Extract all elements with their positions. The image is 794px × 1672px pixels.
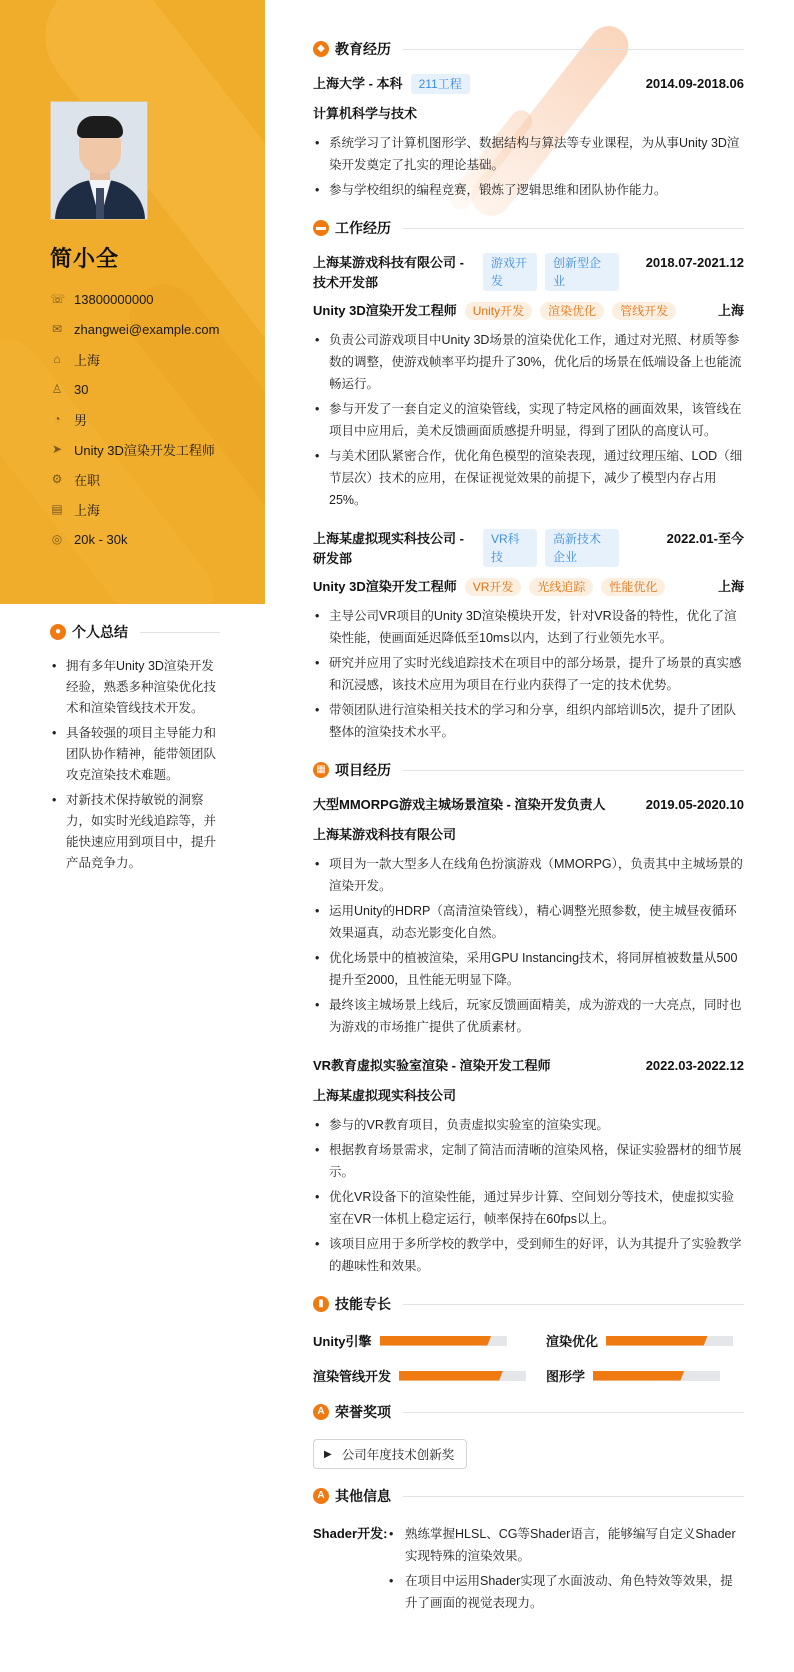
divider — [403, 49, 744, 50]
section-title: 其他信息 — [335, 1488, 391, 1504]
skill-name: 图形学 — [546, 1369, 586, 1384]
list-item: • 优化VR设备下的渲染性能，通过异步计算、空间划分等技术，使虚拟实验室在VR一体机上稳定运行，帧率保持在60fps以上。 — [313, 1186, 744, 1230]
skill-name: 渲染管线开发 — [313, 1369, 392, 1384]
award-name: 公司年度技术创新奖 — [341, 1448, 455, 1462]
list-item: • 具备较强的项目主导能力和团队协作精神，能带领团队攻克渲染技术难题。 — [50, 723, 220, 786]
gender-icon: ◔ — [53, 412, 61, 426]
section-title: 教育经历 — [335, 41, 391, 57]
chart-icon: ▮ — [313, 1296, 329, 1312]
contact-value: zhangwei@example.com — [74, 321, 220, 337]
project-date: 2022.03-2022.12 — [645, 1058, 744, 1073]
contact-list — [50, 284, 260, 554]
skill-name: 渲染优化 — [546, 1334, 599, 1349]
grid-icon: ▦ — [313, 762, 329, 778]
skill-tag: VR开发 — [465, 578, 522, 596]
other-label: Shader开发: — [313, 1526, 388, 1541]
skill-bar-fill — [399, 1371, 503, 1381]
contact-value: Unity 3D渲染开发工程师 — [74, 442, 215, 458]
project-details — [313, 853, 744, 1038]
project-company: 上海某虚拟现实科技公司 — [313, 1088, 457, 1103]
other-section — [313, 1483, 744, 1617]
contact-item — [50, 494, 260, 524]
age-icon: ♙ — [51, 382, 63, 396]
contact-item — [50, 284, 260, 314]
section-title: 技能专长 — [335, 1296, 391, 1312]
company-tag: 高新技术企业 — [545, 529, 619, 567]
project-entry — [313, 795, 744, 1038]
contact-value: 上海 — [74, 502, 101, 518]
sidebar — [0, 0, 265, 1672]
main-content — [313, 36, 744, 1627]
divider — [403, 770, 744, 771]
contact-value: 上海 — [74, 352, 101, 368]
contact-item — [50, 464, 260, 494]
work-date: 2022.01-至今 — [666, 531, 744, 546]
skill-tag: 管线开发 — [612, 302, 676, 320]
award-badge[interactable] — [313, 1439, 467, 1469]
list-item: • 项目为一款大型多人在线角色扮演游戏（MMORPG），负责其中主城场景的渲染开发。 — [313, 853, 744, 897]
list-item: • 根据教育场景需求，定制了简洁而清晰的渲染风格，保证实验器材的细节展示。 — [313, 1139, 744, 1183]
company-tag: 创新型企业 — [545, 253, 619, 291]
skill-item — [546, 1331, 744, 1350]
list-item: • 主导公司VR项目的Unity 3D渲染模块开发，针对VR设备的特性，优化了渲染性能，使画面延迟降低至10ms以内，达到了行业领先水平。 — [313, 605, 744, 649]
skill-bar-fill — [380, 1336, 492, 1346]
summary-section — [50, 620, 220, 878]
briefcase-icon: ▬ — [313, 220, 329, 236]
school-tag: 211工程 — [411, 74, 470, 94]
divider — [403, 228, 744, 229]
contact-value: 在职 — [74, 472, 101, 488]
section-title: 工作经历 — [335, 220, 391, 236]
home-icon: ⌂ — [53, 352, 61, 366]
company-name: 上海某游戏科技有限公司 - 技术开发部 — [313, 255, 464, 290]
email-icon: ✉ — [51, 322, 63, 336]
company-tag: 游戏开发 — [483, 253, 537, 291]
other-entry — [313, 1523, 744, 1617]
skills-section — [313, 1291, 744, 1385]
company-tag: VR科技 — [483, 529, 537, 567]
school-name: 上海大学 - 本科 — [313, 76, 403, 91]
summary-list — [50, 656, 220, 874]
contact-item — [50, 434, 260, 464]
list-item: • 带领团队进行渲染相关技术的学习和分享，组织内部培训5次，提升了团队整体的渲染技术水平。 — [313, 699, 744, 743]
education-details — [313, 132, 744, 201]
position-title: Unity 3D渲染开发工程师 — [313, 579, 457, 594]
project-date: 2019.05-2020.10 — [645, 797, 744, 812]
skill-bar — [399, 1371, 526, 1381]
project-section — [313, 757, 744, 1277]
profile-photo — [50, 101, 148, 220]
divider — [403, 1496, 744, 1497]
work-entry — [313, 253, 744, 511]
list-item: • 运用Unity的HDRP（高清渲染管线），精心调整光照参数，使主城昼夜循环效果逼真，动态光影变化自然。 — [313, 900, 744, 944]
contact-item — [50, 404, 260, 434]
work-details — [313, 605, 744, 743]
skill-bar-fill — [593, 1371, 684, 1381]
list-item: • 参与的VR教育项目，负责虚拟实验室的渲染实现。 — [313, 1114, 744, 1136]
skill-name: Unity引擎 — [313, 1334, 372, 1349]
position-title: Unity 3D渲染开发工程师 — [313, 303, 457, 318]
skill-list — [313, 1331, 744, 1385]
list-item: • 系统学习了计算机图形学、数据结构与算法等专业课程，为从事Unity 3D渲染开发奠定了扎实的理论基础。 — [313, 132, 744, 176]
person-icon: ● — [50, 624, 66, 640]
divider — [403, 1412, 744, 1413]
work-section — [313, 215, 744, 743]
list-item: • 参与开发了一套自定义的渲染管线，实现了特定风格的画面效果，该管线在项目中应用后，美术反馈画面质感提升明显，得到了团队的高度认可。 — [313, 398, 744, 442]
skill-tag: Unity开发 — [465, 302, 532, 320]
list-item: • 该项目应用于多所学校的教学中，受到师生的好评，认为其提升了实验教学的趣味性和效果。 — [313, 1233, 744, 1277]
project-name: 大型MMORPG游戏主城场景渲染 - 渲染开发负责人 — [313, 797, 606, 812]
sidebar-header — [0, 0, 265, 604]
work-details — [313, 329, 744, 511]
project-company: 上海某游戏科技有限公司 — [313, 827, 457, 842]
list-item: • 在项目中运用Shader实现了水面波动、角色特效等效果，提升了画面的视觉表现力。 — [387, 1570, 744, 1614]
contact-value: 13800000000 — [74, 291, 154, 307]
info-icon: A — [313, 1488, 329, 1504]
award-icon: A — [313, 1404, 329, 1420]
list-item: • 优化场景中的植被渲染，采用GPU Instancing技术，将同屏植被数量从500提升至2000，且性能无明显下降。 — [313, 947, 744, 991]
salary-icon: ◎ — [51, 532, 63, 546]
contact-item — [50, 524, 260, 554]
work-city: 上海 — [717, 303, 744, 318]
education-entry — [313, 74, 744, 201]
skill-bar-fill — [606, 1336, 708, 1346]
list-item: • 熟练掌握HLSL、CG等Shader语言，能够编写自定义Shader实现特殊的渲染效果。 — [387, 1523, 744, 1567]
skill-item — [546, 1366, 744, 1385]
skill-tag: 渲染优化 — [540, 302, 604, 320]
list-item: • 负责公司游戏项目中Unity 3D场景的渲染优化工作，通过对光照、材质等参数的调整，使游戏帧率平均提升了30%，优化后的场景在低端设备上也能流畅运行。 — [313, 329, 744, 395]
skill-tag: 性能优化 — [601, 578, 665, 596]
contact-value: 男 — [74, 412, 88, 428]
section-title: 项目经历 — [335, 762, 391, 778]
divider — [403, 1304, 744, 1305]
section-title: 个人总结 — [72, 624, 128, 640]
list-item: • 对新技术保持敏锐的洞察力，如实时光线追踪等，并能快速应用到项目中，提升产品竞争力。 — [50, 790, 220, 874]
education-date: 2014.09-2018.06 — [645, 76, 744, 91]
play-icon: ▶ — [324, 1448, 332, 1460]
profile-name: 简小全 — [50, 246, 120, 271]
work-entry — [313, 529, 744, 743]
project-entry — [313, 1056, 744, 1277]
education-section — [313, 36, 744, 201]
contact-value: 30 — [74, 381, 89, 397]
work-date: 2018.07-2021.12 — [645, 255, 744, 270]
list-item: • 拥有多年Unity 3D渲染开发经验，熟悉多种渲染优化技术和渲染管线技术开发。 — [50, 656, 220, 719]
major: 计算机科学与技术 — [313, 106, 418, 121]
section-title: 荣誉奖项 — [335, 1404, 391, 1420]
project-name: VR教育虚拟实验室渲染 - 渲染开发工程师 — [313, 1058, 551, 1073]
list-item: • 与美术团队紧密合作，优化角色模型的渲染表现，通过纹理压缩、LOD（细节层次）技术的应用，在保证视觉效果的前提下，减少了模型内存占用25%。 — [313, 445, 744, 511]
skill-bar — [593, 1371, 720, 1381]
building-icon: ▤ — [51, 502, 63, 516]
skill-bar — [606, 1336, 733, 1346]
status-icon: ⚙ — [51, 472, 63, 486]
list-item: • 研究并应用了实时光线追踪技术在项目中的部分场景，提升了场景的真实感和沉浸感，该技术应用为项目在行业内获得了一定的技术优势。 — [313, 652, 744, 696]
skill-tag: 光线追踪 — [529, 578, 593, 596]
divider — [140, 632, 220, 633]
contact-value: 20k - 30k — [74, 531, 128, 547]
graduation-cap-icon: ◆ — [313, 41, 329, 57]
skill-item — [313, 1331, 526, 1350]
contact-item — [50, 314, 260, 344]
work-city: 上海 — [717, 579, 744, 594]
list-item: • 最终该主城场景上线后，玩家反馈画面精美，成为游戏的一大亮点，同时也为游戏的市场推广提供了优质素材。 — [313, 994, 744, 1038]
phone-icon: ☏ — [50, 292, 66, 306]
company-name: 上海某虚拟现实科技公司 - 研发部 — [313, 531, 464, 566]
contact-item — [50, 374, 260, 404]
skill-item — [313, 1366, 526, 1385]
contact-item — [50, 344, 260, 374]
honors-section — [313, 1399, 744, 1469]
skill-bar — [380, 1336, 507, 1346]
send-icon: ➤ — [51, 442, 63, 456]
other-details — [387, 1523, 744, 1617]
list-item: • 参与学校组织的编程竞赛，锻炼了逻辑思维和团队协作能力。 — [313, 179, 744, 201]
project-details — [313, 1114, 744, 1277]
